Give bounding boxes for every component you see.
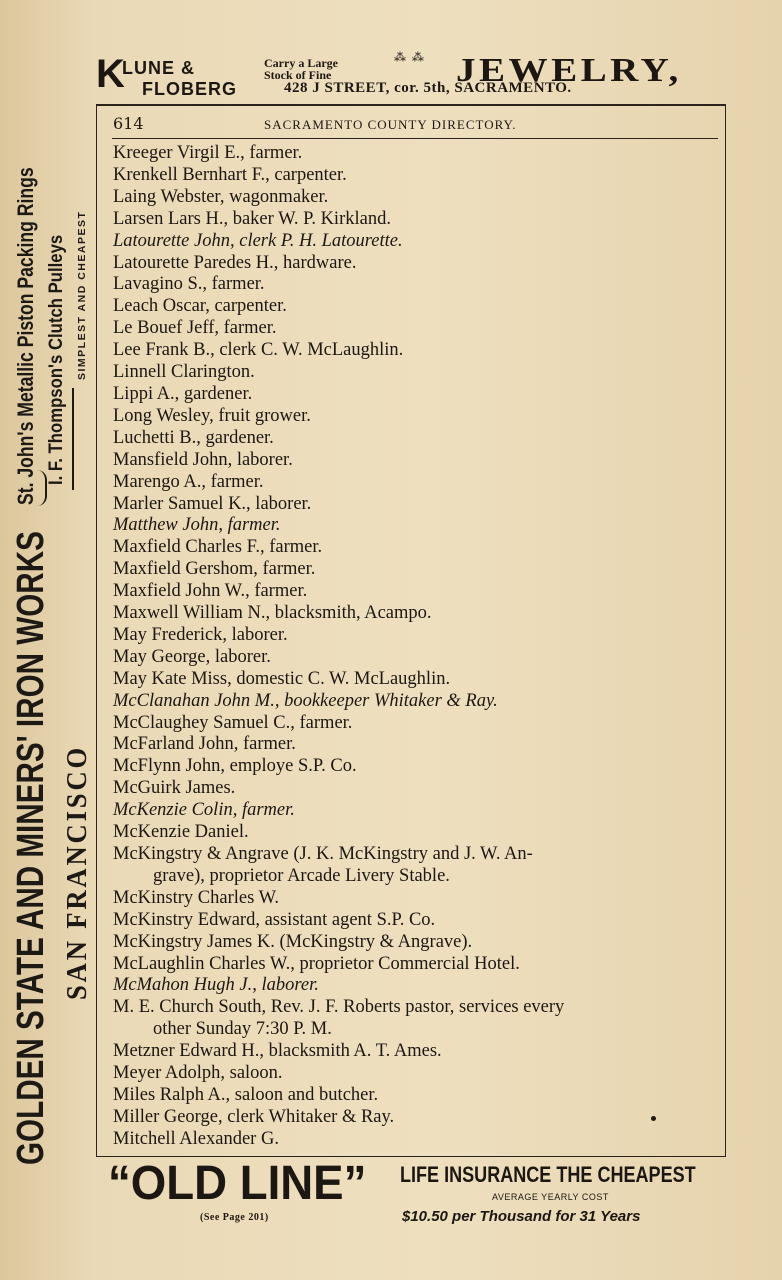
directory-entry: Marengo A., farmer. [113, 471, 264, 492]
directory-entry: McKingstry James K. (McKingstry & Angrave). [113, 931, 473, 952]
directory-entry: McKinstry Charles W. [113, 887, 279, 908]
directory-entry: Leach Oscar, carpenter. [113, 296, 287, 317]
floberg-name: FLOBERG [142, 79, 237, 99]
decorative-stars-icon: ⁂ ⁂ [394, 50, 425, 64]
store-address: 428 J STREET, cor. 5th, SACRAMENTO. [284, 80, 572, 96]
st-johns-packing-rings-ad: St. John's Metallic Piston Packing Rings [13, 167, 38, 505]
directory-entry: McFlynn John, employe S.P. Co. [113, 756, 357, 777]
carry-stock-text: Carry a Large Stock of Fine [264, 56, 338, 82]
life-insurance-headline: LIFE INSURANCE THE CHEAPEST [400, 1162, 696, 1187]
thompson-clutch-pulleys-ad: I. F. Thompson's Clutch Pulleys [46, 234, 67, 485]
old-line-headline: “OLD LINE” [108, 1157, 367, 1210]
directory-entry: Maxwell William N., blacksmith, Acampo. [113, 603, 432, 624]
directory-entry: Latourette John, clerk P. H. Latourette. [113, 230, 403, 251]
directory-entry: McGuirk James. [113, 778, 236, 799]
directory-entry: May Frederick, laborer. [113, 624, 288, 645]
directory-entry: McClaughey Samuel C., farmer. [113, 712, 353, 733]
directory-entry: Lee Frank B., clerk C. W. McLaughlin. [113, 340, 404, 361]
directory-entry: Mansfield John, laborer. [113, 449, 293, 470]
directory-entry: McKenzie Daniel. [113, 822, 249, 843]
directory-entry: McKinstry Edward, assistant agent S.P. Co. [113, 909, 436, 930]
directory-entry: McMahon Hugh J., laborer. [113, 975, 319, 996]
see-page-reference: (See Page 201) [200, 1212, 269, 1223]
directory-entry: McFarland John, farmer. [113, 734, 296, 755]
klune-floberg-jewelry-ad [96, 52, 736, 102]
klune-name: LUNE & [122, 58, 195, 78]
directory-entry: Mitchell Alexander G. [113, 1128, 279, 1149]
directory-entry: Meyer Adolph, saloon. [113, 1063, 283, 1084]
directory-entry: May Kate Miss, domestic C. W. McLaughlin. [113, 668, 451, 689]
directory-entry: Maxfield Gershom, farmer. [113, 559, 316, 580]
san-francisco-label: SAN FRANCISCO [62, 744, 93, 1000]
directory-entry: Krenkell Bernhart F., carpenter. [113, 164, 347, 185]
directory-entry: Maxfield Charles F., farmer. [113, 537, 323, 558]
directory-entry: Latourette Paredes H., hardware. [113, 252, 357, 273]
directory-entry: McKenzie Colin, farmer. [113, 800, 295, 821]
directory-entry: Metzner Edward H., blacksmith A. T. Ames. [113, 1041, 442, 1062]
directory-entry: Larsen Lars H., baker W. P. Kirkland. [113, 208, 391, 229]
directory-entries [113, 143, 719, 1151]
golden-state-iron-works-ad: GOLDEN STATE AND MINERS' IRON WORKS [10, 531, 52, 1165]
directory-entry: McKingstry & Angrave (J. K. McKingstry and J. W. An- grave), proprietor Arcade Livery Stable. [113, 844, 533, 886]
directory-entry: McClanahan John M., bookkeeper Whitaker & Ray. [113, 690, 498, 711]
klune-initial: K [96, 52, 125, 96]
header-rule [112, 138, 718, 139]
simplest-cheapest-tagline: SIMPLEST AND CHEAPEST [76, 210, 88, 380]
directory-entry: Miller George, clerk Whitaker & Ray. [113, 1106, 395, 1127]
jewelry-headline: JEWELRY, [456, 52, 682, 89]
directory-entry: Lippi A., gardener. [113, 383, 253, 404]
directory-entry: Maxfield John W., farmer. [113, 581, 308, 602]
directory-entry: McLaughlin Charles W., proprietor Commercial Hotel. [113, 953, 520, 974]
average-yearly-cost-label: AVERAGE YEARLY COST [492, 1192, 609, 1202]
directory-entry: Le Bouef Jeff, farmer. [113, 318, 277, 339]
directory-entry: M. E. Church South, Rev. J. F. Roberts pastor, services every other Sunday 7:30 P. M. [113, 997, 565, 1040]
ad-divider [72, 388, 74, 490]
directory-entry: Lavagino S., farmer. [113, 274, 265, 295]
directory-entry: May George, laborer. [113, 646, 271, 667]
running-head: SACRAMENTO COUNTY DIRECTORY. [264, 117, 517, 132]
directory-entry: Long Wesley, fruit grower. [113, 405, 311, 426]
directory-entry: Miles Ralph A., saloon and butcher. [113, 1084, 379, 1105]
old-line-insurance-ad [96, 1158, 736, 1228]
page-number: 614 [113, 114, 144, 133]
directory-entry: Matthew John, farmer. [113, 515, 281, 536]
ink-dot [651, 1116, 656, 1121]
directory-entry: Luchetti B., gardener. [113, 427, 274, 448]
directory-entry: Kreeger Virgil E., farmer. [113, 143, 303, 163]
directory-entry: Laing Webster, wagonmaker. [113, 186, 329, 207]
insurance-rate: $10.50 per Thousand for 31 Years [402, 1208, 641, 1225]
directory-entry: Linnell Clarington. [113, 362, 255, 383]
directory-entry: Marler Samuel K., laborer. [113, 493, 312, 514]
